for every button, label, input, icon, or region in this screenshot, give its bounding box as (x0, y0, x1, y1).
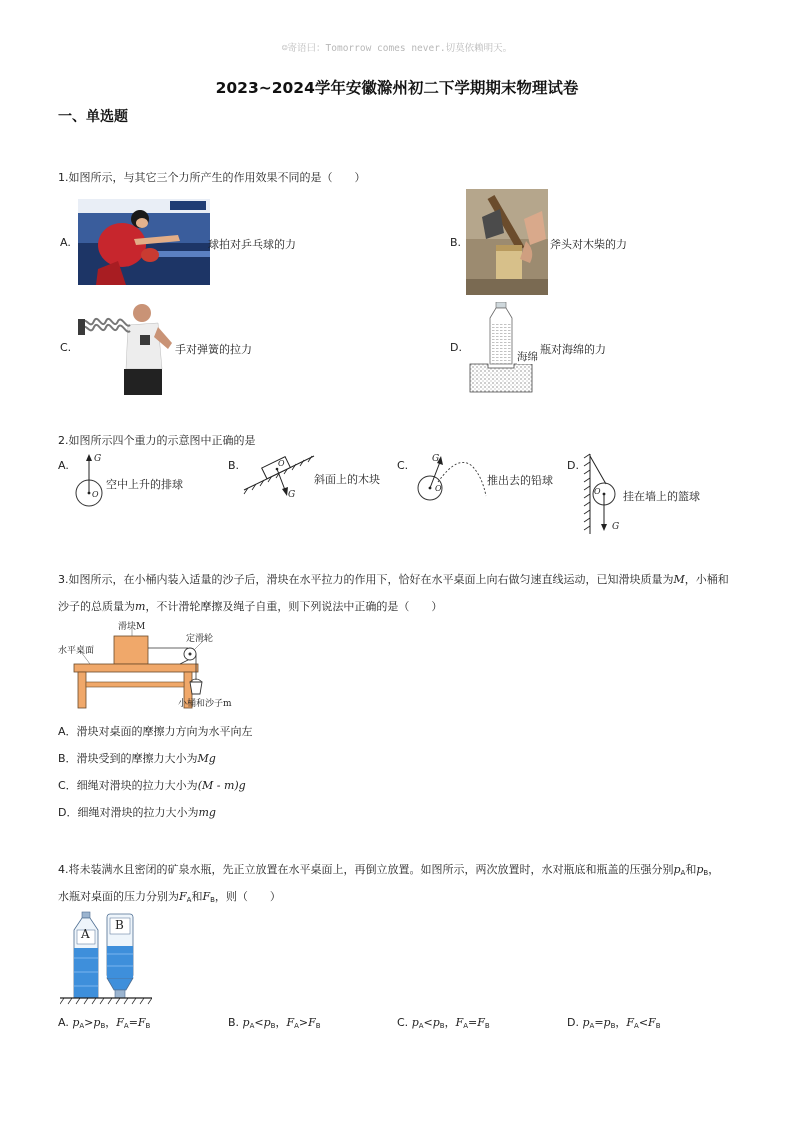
question-4-stem-line2: 水瓶对桌面的压力分别为$F_A$和$F_B$，则（ ） (58, 890, 281, 904)
sponge-label: 海绵 (517, 351, 538, 363)
basketball-on-wall-diagram (582, 452, 626, 536)
table-tennis-photo (78, 199, 210, 285)
q2-option-b-text: 斜面上的木块 (314, 473, 380, 486)
motto: ☺寄语曰：Tomorrow comes never.切莫依赖明天。 (281, 43, 513, 54)
question-3-stem-line2: 沙子的总质量为m，不计滑轮摩擦及绳子自重，则下列说法中正确的是（ ） (58, 600, 443, 613)
q2-option-b-letter[interactable]: B. (228, 459, 240, 472)
two-bottles-figure (60, 910, 152, 1006)
q4-option-b[interactable]: B. $p_A<p_B$，$F_A>F_B$ (228, 1016, 321, 1030)
q2-a-o-symbol: O (92, 490, 99, 499)
q2-b-g-symbol: G (288, 490, 296, 500)
q3-option-b[interactable]: B．滑块受到的摩擦力大小为Mg (58, 752, 216, 765)
q4-option-c[interactable]: C. $p_A<p_B$，$F_A=F_B$ (397, 1016, 490, 1030)
q1-option-b-letter[interactable]: B. (450, 236, 462, 249)
q1-option-c-text: 手对弹簧的拉力 (175, 343, 252, 356)
q2-option-c-letter[interactable]: C. (397, 459, 409, 472)
q2-a-g-symbol: G (94, 454, 102, 464)
q2-c-o-symbol: O (435, 484, 442, 493)
q4-option-d[interactable]: D. $p_A=p_B$，$F_A<F_B$ (567, 1016, 661, 1030)
section-heading: 一、单选题 (58, 109, 128, 125)
bottle-b-label: B (115, 918, 124, 932)
question-4-stem-line1: 4.将未装满水且密闭的矿泉水瓶，先正立放置在水平桌面上，再倒立放置。如图所示，两次放置时，水对瓶底和瓶盖的压强分别$p_A$和$p_B$， (58, 863, 720, 877)
figure-label-pulley: 定滑轮 (186, 634, 214, 644)
spring-stretch-photo (76, 299, 178, 399)
q2-option-d-text: 挂在墙上的篮球 (623, 490, 700, 503)
page-title: 2023~2024学年安徽滁州初二下学期期末物理试卷 (215, 79, 579, 97)
q1-option-b-text: 斧头对木柴的力 (550, 238, 627, 251)
q1-option-c-letter[interactable]: C. (60, 341, 72, 354)
q2-option-d-letter[interactable]: D. (567, 459, 579, 472)
q3-option-a[interactable]: A．滑块对桌面的摩擦力方向为水平向左 (58, 725, 253, 738)
q2-c-g-symbol: G (432, 454, 440, 464)
q2-option-a-letter[interactable]: A. (58, 459, 69, 472)
q4-option-a[interactable]: A. $p_A>p_B$，$F_A=F_B$ (58, 1016, 151, 1030)
figure-label-table: 水平桌面 (58, 646, 95, 656)
q3-option-d[interactable]: D．细绳对滑块的拉力大小为mg (58, 806, 216, 819)
q2-d-o-symbol: O (594, 487, 601, 496)
q2-option-a-text: 空中上升的排球 (106, 478, 183, 491)
axe-chopping-photo (466, 189, 548, 295)
q1-option-a-letter[interactable]: A. (60, 236, 71, 249)
figure-label-block: 滑块M (118, 622, 146, 632)
q2-b-o-symbol: O (278, 459, 285, 468)
q1-option-a-text: 球拍对乒乓球的力 (208, 238, 296, 251)
q2-d-g-symbol: G (612, 522, 620, 532)
question-1-stem: 1.如图所示，与其它三个力所产生的作用效果不同的是（ ） (58, 171, 366, 184)
q1-option-d-letter[interactable]: D. (450, 341, 462, 354)
figure-label-bucket: 小桶和沙子m (178, 699, 232, 709)
q1-option-d-text: 瓶对海绵的力 (540, 343, 606, 356)
question-3-stem-line1: 3.如图所示，在小桶内装入适量的沙子后，滑块在水平拉力的作用下，恰好在水平桌面上向右做匀速直线运动，已知滑块质量为M，小桶和 (58, 573, 729, 586)
bottle-a-label: A (81, 927, 90, 941)
q3-option-c[interactable]: C．细绳对滑块的拉力大小为(M - m)g (58, 779, 246, 792)
volleyball-force-diagram (72, 452, 108, 512)
shot-put-diagram (410, 452, 490, 506)
question-2-stem: 2.如图所示四个重力的示意图中正确的是 (58, 434, 256, 447)
bottle-on-sponge-figure (468, 302, 534, 394)
q2-option-c-text: 推出去的铅球 (487, 474, 553, 487)
